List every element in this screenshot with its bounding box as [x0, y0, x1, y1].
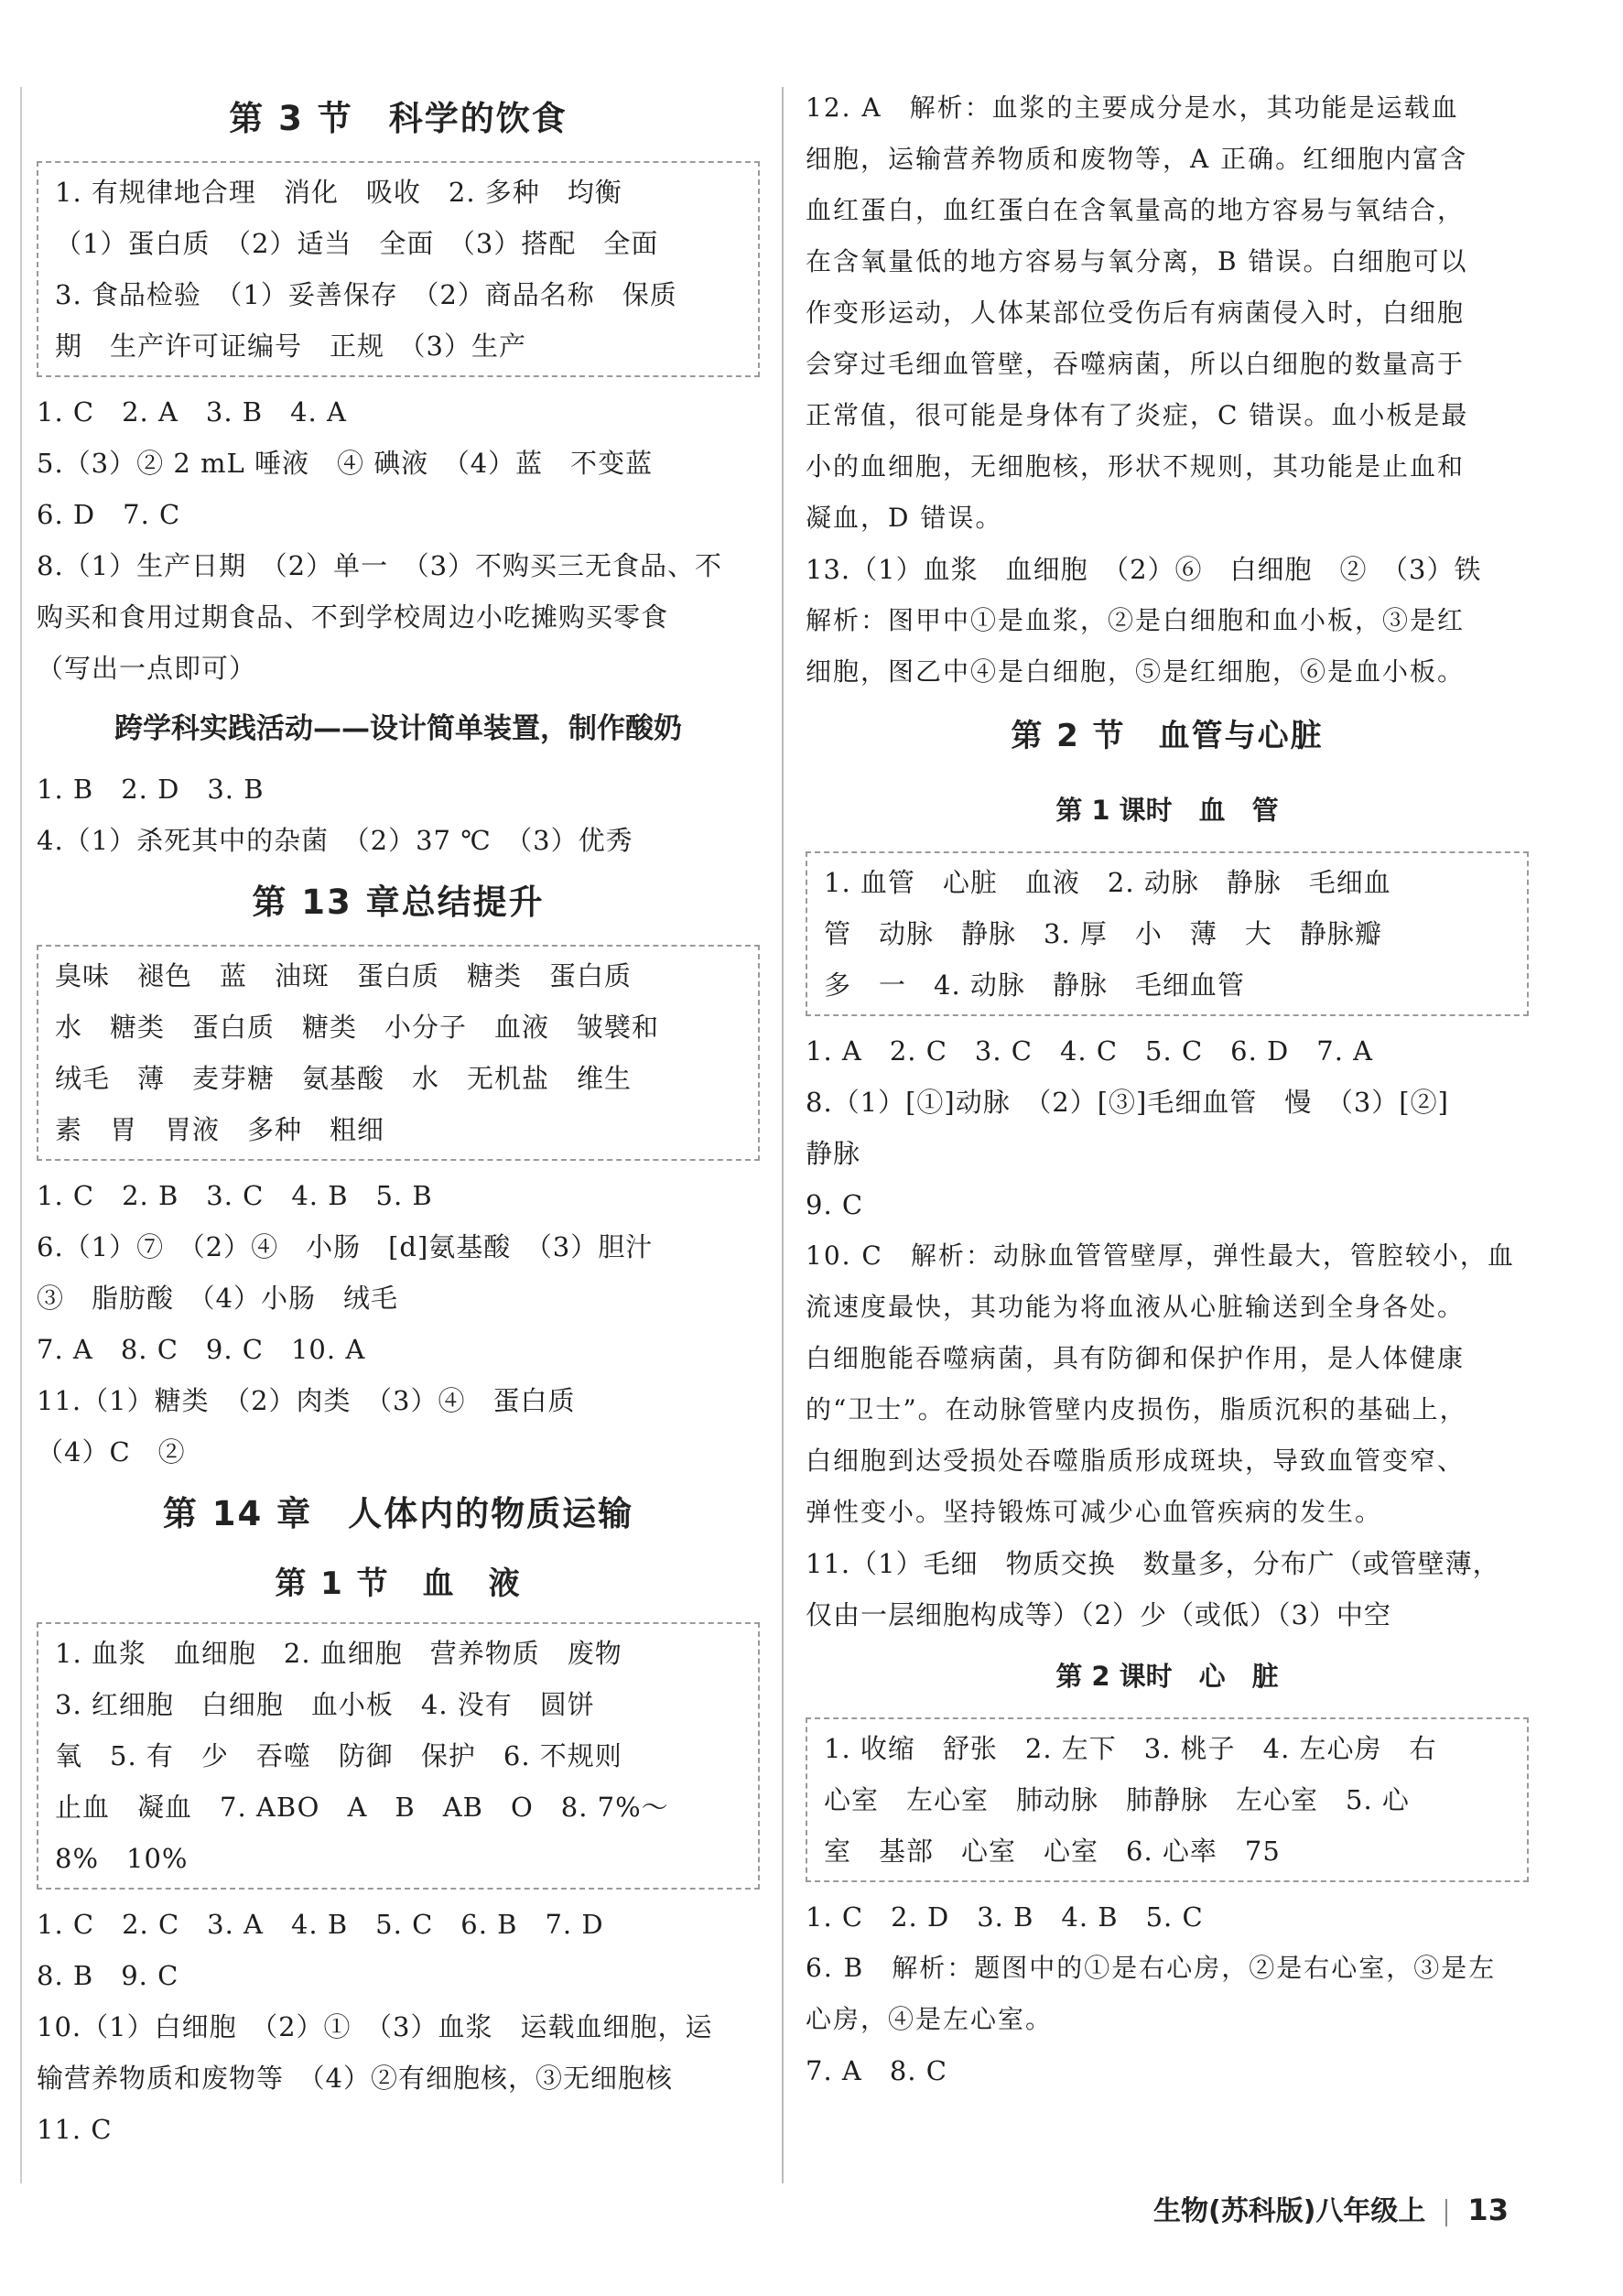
right-column	[806, 82, 1529, 2096]
analysis-line: 心房，④是左心室。	[806, 2004, 1054, 2034]
analysis-line: 的“卫士”。在动脉管壁内皮损伤，脂质沉积的基础上，	[806, 1394, 1467, 1424]
box-line: 管 动脉 静脉 3. 厚 小 薄 大 静脉瓣	[824, 918, 1382, 949]
box-line: （1）蛋白质 （2）适当 全面 （3）搭配 全面	[55, 228, 659, 259]
practice-activity-title: 跨学科实践活动——设计简单装置，制作酸奶	[114, 712, 682, 745]
box-line: 心室 左心室 肺动脉 肺静脉 左心室 5. 心	[824, 1784, 1410, 1815]
fill-blank-box-lesson2	[806, 1717, 1529, 1882]
box-line: 1. 收缩 舒张 2. 左下 3. 桃子 4. 左心房 右	[824, 1733, 1437, 1764]
page-footer	[1153, 2188, 1509, 2228]
left-margin-rule	[20, 87, 22, 2183]
box-line: 8% 10%	[55, 1843, 189, 1874]
analysis-line: 作变形运动，人体某部位受伤后有病菌侵入时，白细胞	[806, 298, 1466, 328]
chapter13-summary-title: 第 13 章总结提升	[252, 883, 545, 922]
analysis-line: 解析：图甲中①是血浆，②是白细胞和血小板，③是红	[806, 605, 1466, 635]
answer-line: 购买和食用过期食品、不到学校周边小吃摊购买零食	[37, 601, 669, 633]
analysis-line: 凝血，D 错误。	[806, 503, 1003, 533]
analysis-line: 小的血细胞，无细胞核，形状不规则，其功能是止血和	[806, 451, 1466, 482]
box-line: 氧 5. 有 少 吞噬 防御 保护 6. 不规则	[55, 1740, 622, 1771]
lesson2-title: 第 2 课时 心 脏	[1055, 1661, 1279, 1692]
box-line: 期 生产许可证编号 正规 （3）生产	[55, 330, 526, 362]
answer-line: 10.（1）白细胞 （2）① （3）血浆 运载血细胞，运	[37, 2011, 713, 2042]
answer-line: 11. C	[37, 2114, 113, 2145]
box-line: 绒毛 薄 麦芽糖 氨基酸 水 无机盐 维生	[55, 1063, 633, 1094]
answers-lesson2	[806, 1891, 1529, 2096]
analysis-line: 流速度最快，其功能为将血液从心脏输送到全身各处。	[806, 1292, 1466, 1322]
box-line: 3. 食品检验 （1）妥善保存 （2）商品名称 保质	[55, 279, 677, 310]
box-line: 多 一 4. 动脉 静脉 毛细血管	[824, 969, 1245, 1001]
answer-line: 1. C 2. D 3. B 4. B 5. C	[806, 1901, 1204, 1933]
answer-line: 1. C 2. C 3. A 4. B 5. C 6. B 7. D	[37, 1909, 604, 1940]
analysis-line: 白细胞到达受损处吞噬脂质形成斑块，导致血管变窄、	[806, 1446, 1466, 1476]
answers-sec3	[37, 386, 760, 694]
analysis-line: 白细胞能吞噬病菌，具有防御和保护作用，是人体健康	[806, 1343, 1466, 1373]
answer-line: 静脉	[806, 1138, 861, 1169]
answers-practice	[37, 764, 760, 866]
book-label: 生物(苏科版)八年级上	[1153, 2195, 1426, 2227]
lesson1-title: 第 1 课时 血 管	[1055, 795, 1279, 826]
answer-line: 7. A 8. C 9. C 10. A	[37, 1334, 366, 1365]
answers-ch13	[37, 1170, 760, 1478]
analysis-line: 6. B 解析：题图中的①是右心房，②是右心室，③是左	[806, 1953, 1497, 1983]
answers-blood	[37, 1899, 760, 2155]
answer-line: （4）C ②	[37, 1436, 186, 1467]
analysis-line: 10. C 解析：动脉血管管壁厚，弹性最大，管腔较小，血	[806, 1240, 1515, 1271]
fill-blank-box-sec3	[37, 161, 760, 377]
analysis-line: 血红蛋白，血红蛋白在含氧量高的地方容易与氧结合，	[806, 195, 1466, 225]
answer-line: （写出一点即可）	[37, 653, 257, 684]
answer-line: 4.（1）杀死其中的杂菌 （2）37 ℃ （3）优秀	[37, 825, 633, 856]
box-line: 水 糖类 蛋白质 糖类 小分子 血液 皱襞和	[55, 1012, 660, 1043]
box-line: 3. 红细胞 白细胞 血小板 4. 没有 圆饼	[55, 1689, 595, 1720]
section-title-sec3: 第 3 节 科学的饮食	[229, 99, 568, 138]
answer-line: 1. C 2. A 3. B 4. A	[37, 396, 347, 428]
answer-line: 5.（3）② 2 mL 唾液 ④ 碘液 （4）蓝 不变蓝	[37, 448, 654, 479]
answer-line: 6.（1）⑦ （2）④ 小肠 [d]氨基酸 （3）胆汁	[37, 1231, 654, 1262]
answer-line: 7. A 8. C	[806, 2055, 947, 2086]
section-title-vessels-heart: 第 2 节 血管与心脏	[1011, 718, 1324, 754]
answer-q10-analysis	[806, 1230, 1529, 1538]
chapter14-title: 第 14 章 人体内的物质运输	[162, 1494, 634, 1533]
analysis-line: 弹性变小。坚持锻炼可减少心血管疾病的发生。	[806, 1497, 1383, 1527]
analysis-line: 细胞，图乙中④是白细胞，⑤是红细胞，⑥是血小板。	[806, 656, 1466, 687]
box-line: 1. 血浆 血细胞 2. 血细胞 营养物质 废物	[55, 1638, 622, 1669]
answer-line: 8. B 9. C	[37, 1960, 179, 1991]
fill-blank-box-ch13	[37, 945, 760, 1161]
answer-line: 6. D 7. C	[37, 499, 181, 530]
column-divider	[782, 87, 784, 2183]
answer-line: 8.（1）[①]动脉 （2）[③]毛细血管 慢 （3）[②]	[806, 1087, 1449, 1118]
answer-line: 输营养物质和废物等 （4）②有细胞核，③无细胞核	[37, 2063, 673, 2094]
analysis-line: 细胞，运输营养物质和废物等，A 正确。红细胞内富含	[806, 144, 1468, 174]
left-column	[37, 82, 760, 2155]
answer-line: 仅由一层细胞构成等）（2）少（或低）（3）中空	[806, 1599, 1391, 1630]
box-line: 1. 血管 心脏 血液 2. 动脉 静脉 毛细血	[824, 867, 1391, 898]
fill-blank-box-blood	[37, 1622, 760, 1890]
box-line: 臭味 褪色 蓝 油斑 蛋白质 糖类 蛋白质	[55, 960, 633, 991]
page-number: 13	[1467, 2193, 1509, 2227]
answer-line: 13.（1）血浆 血细胞 （2）⑥ 白细胞 ② （3）铁	[806, 554, 1482, 585]
footer-divider	[1445, 2199, 1447, 2226]
fill-blank-box-lesson1	[806, 851, 1529, 1016]
answer-line: 11.（1）毛细 物质交换 数量多，分布广（或管壁薄，	[806, 1548, 1500, 1579]
box-line: 素 胃 胃液 多种 粗细	[55, 1114, 385, 1145]
answer-q11	[806, 1538, 1529, 1641]
answer-line: 1. B 2. D 3. B	[37, 774, 265, 805]
section-title-blood: 第 1 节 血 液	[275, 1565, 522, 1602]
answer-q13	[806, 544, 1529, 698]
analysis-line: 在含氧量低的地方容易与氧分离，B 错误。白细胞可以	[806, 246, 1468, 276]
answer-line: 8.（1）生产日期 （2）单一 （3）不购买三无食品、不	[37, 550, 723, 581]
answer-q12-analysis	[806, 82, 1529, 544]
box-line: 止血 凝血 7. ABO A B AB O 8. 7%～	[55, 1792, 669, 1823]
answer-line: ③ 脂肪酸 （4）小肠 绒毛	[37, 1283, 398, 1314]
analysis-line: 正常值，很可能是身体有了炎症，C 错误。血小板是最	[806, 400, 1469, 430]
answer-line: 1. C 2. B 3. C 4. B 5. B	[37, 1180, 433, 1211]
answers-lesson1	[806, 1025, 1529, 1230]
answer-line: 9. C	[806, 1189, 864, 1220]
answer-line: 1. A 2. C 3. C 4. C 5. C 6. D 7. A	[806, 1035, 1374, 1067]
box-line: 室 基部 心室 心室 6. 心率 75	[824, 1836, 1281, 1867]
box-line: 1. 有规律地合理 消化 吸收 2. 多种 均衡	[55, 177, 622, 208]
analysis-line: 会穿过毛细血管壁，吞噬病菌，所以白细胞的数量高于	[806, 349, 1466, 379]
analysis-line: 12. A 解析：血浆的主要成分是水，其功能是运载血	[806, 92, 1459, 123]
answer-line: 11.（1）糖类 （2）肉类 （3）④ 蛋白质	[37, 1385, 576, 1416]
